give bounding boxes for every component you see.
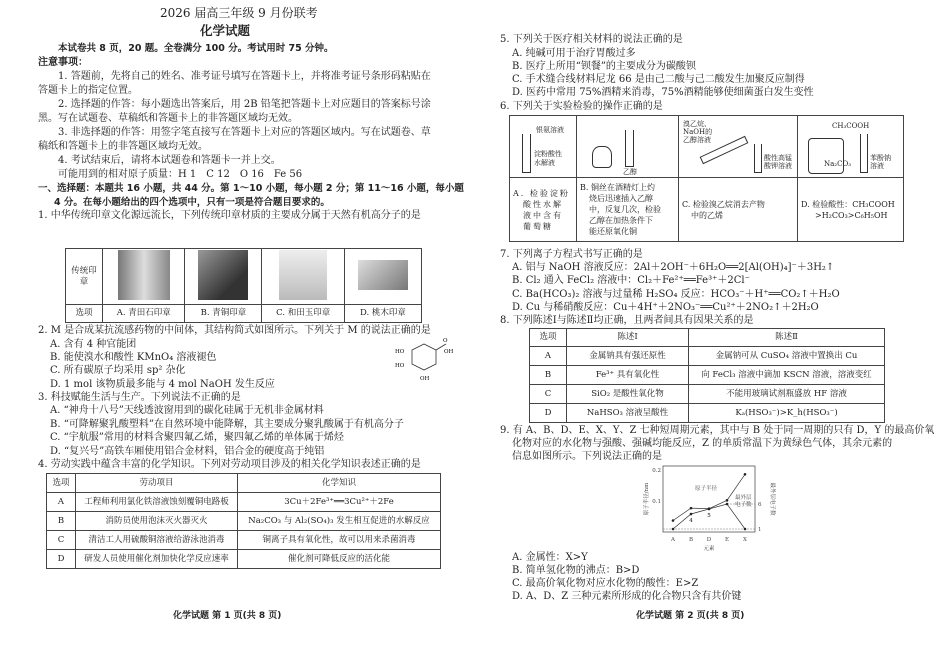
data-point xyxy=(690,507,693,510)
label: 酸钾溶液 xyxy=(764,162,792,170)
option-d: D. 检验酸性：CH₃COOH >H₂CO₃>C₆H₅OH xyxy=(798,178,904,242)
test-tube-icon xyxy=(625,130,634,167)
page-footer: 化学试题 第 1 页(共 8 页) xyxy=(173,611,282,621)
section-header: 4 分。在每小题给出的四个选项中，只有一项是符合题目要求的。 xyxy=(54,197,330,208)
table-row xyxy=(47,512,441,531)
q7-stem: 7. 下列离子方程式书写正确的是 xyxy=(500,249,643,260)
seal-image-c xyxy=(262,249,345,305)
apparatus-b xyxy=(577,116,679,178)
data-point xyxy=(672,528,675,531)
y-axis-label: 原子半径/nm xyxy=(644,482,650,516)
cell: Kₐ(HSO₃⁻)>K_h(HSO₃⁻) xyxy=(689,404,885,423)
row-label: 传统印章 xyxy=(66,249,103,305)
y2-tick-label: 1 xyxy=(758,527,762,533)
table-row xyxy=(530,347,885,366)
seal-image-b xyxy=(185,249,262,305)
cell: B xyxy=(530,366,567,385)
q7-option: C. Ba(HCO₃)₂ 溶液与过量稀 H₂SO₄ 反应：HCO₃⁻＋H⁺══CO₂↑＋H₂O xyxy=(512,289,840,300)
subject-title: 化学试题 xyxy=(200,23,251,38)
y2-tick-label: 6 xyxy=(758,502,762,508)
q9-stem: 化物对应的水化物与强酸、强碱均能反应，Z 的单质常温下为黄绿色气体，其余元素的 xyxy=(512,438,893,449)
cell: A xyxy=(530,347,567,366)
q9-option: A. 金属性：X>Y xyxy=(512,552,588,563)
exam-intro: 本试卷共 8 页，20 题。全卷满分 100 分。考试用时 75 分钟。 xyxy=(58,43,334,54)
option-d: D. 桃木印章 xyxy=(344,305,421,323)
cell: C xyxy=(47,531,76,550)
test-tube-icon xyxy=(860,134,868,173)
q7-option: A. 铝与 NaOH 溶液反应：2Al＋2OH⁻＋6H₂O══2[Al(OH)₄]⁻＋3H₂↑ xyxy=(512,262,835,273)
cell: 铜离子具有氧化性，故可以用来杀菌消毒 xyxy=(238,531,441,550)
annotation-label: 原子半径 xyxy=(695,486,718,492)
cell: B xyxy=(47,512,76,531)
atomic-masses: 可能用到的相对原子质量：H 1 C 12 O 16 Fe 56 xyxy=(58,169,303,180)
q9-option: B. 简单氢化物的沸点：B>D xyxy=(512,565,640,576)
o-label: O xyxy=(443,338,448,344)
q9-option: C. 最高价氧化物对应水化物的酸性：E>Z xyxy=(512,578,699,589)
apparatus-d xyxy=(798,116,904,178)
q5-option: D. 医药中常用 75%酒精来消毒，75%酒精能够使细菌蛋白发生变性 xyxy=(512,87,814,98)
label: 溴乙烷、 xyxy=(683,120,711,128)
cell: 金属钠具有强还原性 xyxy=(567,347,689,366)
header-cell: 化学知识 xyxy=(238,474,441,493)
ho-label: HO xyxy=(395,363,405,369)
notice-line: 黑。写在试题卷、草稿纸和答题卡上的非答题区域均无效。 xyxy=(38,113,298,124)
option-label: 选项 xyxy=(66,305,103,323)
table-row xyxy=(47,493,441,512)
option-b: B. 青铜印章 xyxy=(185,305,262,323)
cell: A xyxy=(47,493,76,512)
table-row xyxy=(530,404,885,423)
notice-line: 稿纸和答题卡上的非答题区域均无效。 xyxy=(38,141,208,152)
cell: NaHSO₃ 溶液呈酸性 xyxy=(567,404,689,423)
y2-axis-label: 最外层电子数 xyxy=(769,482,775,516)
label: 银氨溶液 xyxy=(536,126,564,134)
data-point xyxy=(744,473,747,476)
label: Na₂CO₃ xyxy=(824,160,852,168)
q7-option: D. Cu 与稀硝酸反应：Cu＋4H⁺＋2NO₃⁻══Cu²⁺＋2NO₂↑＋2H₂O xyxy=(512,302,819,313)
q9-stem: 信息如图所示。下列说法正确的是 xyxy=(512,451,662,462)
point-label: 5 xyxy=(707,513,711,519)
q2-option: B. 能使溴水和酸性 KMnO₄ 溶液褪色 xyxy=(50,352,217,363)
q3-option: A. “神舟十八号”天线透波窗用到的碳化硅属于无机非金属材料 xyxy=(50,405,324,416)
cell: C xyxy=(530,385,567,404)
notice-line: 1. 答题前，先将自己的姓名、准考证号填写在答题卡上，并将准考证号条形码粘贴在 xyxy=(58,71,431,82)
cell: 不能用玻璃试剂瓶盛放 HF 溶液 xyxy=(689,385,885,404)
header-cell: 选项 xyxy=(530,329,567,347)
cell: Fe³⁺ 具有氧化性 xyxy=(567,366,689,385)
q3-option: D. “复兴号”高铁车厢使用铝合金材料，铝合金的硬度高于纯铝 xyxy=(50,446,325,457)
q6-table xyxy=(509,115,904,242)
q1-stem: 1. 中华传统印章文化源远流长，下列传统印章材质的主要成分属于天然有机高分子的是 xyxy=(38,210,421,221)
data-point xyxy=(744,528,747,531)
header-cell: 陈述Ⅱ xyxy=(689,329,885,347)
header-cell: 选项 xyxy=(47,474,76,493)
q5-option: C. 手术缝合线材料尼龙 66 是由己二酸与己二酸发生加聚反应制得 xyxy=(512,74,805,85)
label: 水解液 xyxy=(534,159,555,167)
notice-line: 答题卡上的指定位置。 xyxy=(38,85,138,96)
q1-table xyxy=(65,248,422,323)
notice-heading: 注意事项： xyxy=(38,57,88,68)
q3-option: B. “可降解聚乳酸塑料”在自然环境中能降解，其主要成分聚乳酸属于有机高分子 xyxy=(50,419,404,430)
q5-stem: 5. 下列关于医疗相关材料的说法正确的是 xyxy=(500,34,683,45)
alcohol-lamp-icon xyxy=(592,146,612,168)
data-point xyxy=(672,519,675,522)
cell: SiO₂ 是酸性氧化物 xyxy=(567,385,689,404)
cell: 3Cu＋2Fe³⁺══3Cu²⁺＋2Fe xyxy=(238,493,441,512)
q2-option: D. 1 mol 该物质最多能与 4 mol NaOH 发生反应 xyxy=(50,379,275,390)
element-chart xyxy=(640,462,790,557)
test-tube-icon xyxy=(754,144,762,173)
q9-stem: 9. 有 A、B、D、E、X、Y、Z 七种短周期元素，其中与 B 处于同一周期的只有 D，Y 的最高价氧 xyxy=(500,425,935,436)
q2-option: C. 所有碳原子均采用 sp² 杂化 xyxy=(50,365,186,376)
data-point xyxy=(726,503,729,506)
option-a: A. 青田石印章 xyxy=(103,305,185,323)
label: CH₃COOH xyxy=(832,122,870,130)
data-point xyxy=(708,508,711,511)
test-tube-icon xyxy=(522,134,531,173)
header-cell: 陈述Ⅰ xyxy=(567,329,689,347)
cell: 研发人员使用催化剂加快化学反应速率 xyxy=(76,550,238,569)
q4-table xyxy=(46,473,441,569)
y-tick-label: 0.1 xyxy=(652,498,661,505)
q2-option: A. 含有 4 种官能团 xyxy=(50,339,137,350)
x-tick-label: D xyxy=(706,537,712,543)
label: 乙醇溶液 xyxy=(683,136,711,144)
annotation-label: 电子数 xyxy=(735,502,752,508)
label: 溶液 xyxy=(870,162,884,170)
label: 淀粉酸性 xyxy=(534,150,562,158)
oh-label: OH xyxy=(444,349,454,355)
option-c: C. 检验溴乙烷消去产物 中的乙烯 xyxy=(679,178,798,242)
page-footer: 化学试题 第 2 页(共 8 页) xyxy=(636,611,745,621)
q3-stem: 3. 科技赋能生活与生产。下列说法不正确的是 xyxy=(38,392,241,403)
table-row xyxy=(530,366,885,385)
molecule-structure xyxy=(390,338,454,388)
cell: D xyxy=(530,404,567,423)
cell: 清洁工人用硫酸铜溶液给游泳池消毒 xyxy=(76,531,238,550)
notice-line: 3. 非选择题的作答：用签字笔直接写在答题卡上对应的答题区域内。写在试题卷、草 xyxy=(58,127,431,138)
cell: 金属钠可从 CuSO₄ 溶液中置换出 Cu xyxy=(689,347,885,366)
q8-stem: 8. 下列陈述Ⅰ与陈述Ⅱ均正确，且两者间具有因果关系的是 xyxy=(500,315,754,326)
x-axis-label: 元素 xyxy=(703,546,715,552)
seal-image-d xyxy=(344,249,421,305)
x-tick-label: A xyxy=(671,537,675,543)
cell: 向 FeCl₃ 溶液中滴加 KSCN 溶液，溶液变红 xyxy=(689,366,885,385)
q2-stem: 2. M 是合成某抗流感药物的中间体，其结构简式如图所示。下列关于 M 的说法正确的是 xyxy=(38,325,431,336)
data-point xyxy=(690,513,693,516)
q3-option: C. “宇航服”常用的材料含聚四氟乙烯，聚四氟乙烯的单体属于烯烃 xyxy=(50,432,344,443)
ho-label: HO xyxy=(395,349,405,355)
cell: 催化剂可降低反应的活化能 xyxy=(238,550,441,569)
x-tick-label: B xyxy=(688,537,694,543)
q6-stem: 6. 下列关于实验检验的操作正确的是 xyxy=(500,101,663,112)
oh-label: OH xyxy=(420,376,430,382)
cell: D xyxy=(47,550,76,569)
q9-option: D. A、D、Z 三种元素所形成的化合物只含有共价键 xyxy=(512,591,742,602)
header-cell: 劳动项目 xyxy=(76,474,238,493)
annotation-label: 最外层 xyxy=(735,495,752,501)
point-label: 4 xyxy=(689,518,693,524)
option-c: C. 和田玉印章 xyxy=(262,305,345,323)
q4-stem: 4. 劳动实践中蕴含丰富的化学知识。下列对劳动项目涉及的相关化学知识表述正确的是 xyxy=(38,459,421,470)
q5-option: B. 医疗上所用“钡餐”的主要成分为碳酸钡 xyxy=(512,61,696,72)
data-point xyxy=(726,499,729,502)
label: NaOH的 xyxy=(683,128,713,136)
apparatus-c xyxy=(679,116,798,178)
q5-option: A. 纯碱可用于治疗胃酸过多 xyxy=(512,48,636,59)
cell: 消防员使用泡沫灭火器灭火 xyxy=(76,512,238,531)
q7-option: B. Cl₂ 通入 FeCl₂ 溶液中：Cl₂＋Fe²⁺══Fe³⁺＋2Cl⁻ xyxy=(512,275,750,286)
label: 乙醇 xyxy=(623,168,637,176)
cell: 工程师利用氯化铁溶液蚀刻覆铜电路板 xyxy=(76,493,238,512)
option-a: A. 检验淀粉 酸性水解 液中含有 葡萄糖 xyxy=(510,178,577,242)
y-tick-label: 0.2 xyxy=(652,467,661,474)
table-row xyxy=(47,531,441,550)
notice-line: 2. 选择题的作答：每小题选出答案后，用 2B 铅笔把答题卡上对应题目的答案标号涂 xyxy=(58,99,431,110)
q8-table xyxy=(529,328,885,423)
notice-line: 4. 考试结束后，请将本试题卷和答题卡一并上交。 xyxy=(58,155,281,166)
label: 苯酚钠 xyxy=(870,154,891,162)
section-header: 一、选择题：本题共 16 小题，共 44 分。第 1～10 小题，每小题 2 分；第 11～16 小题，每小题 xyxy=(38,183,464,194)
apparatus-a xyxy=(510,116,577,178)
exam-title: 2026 届高三年级 9 月份联考 xyxy=(160,6,318,20)
table-row xyxy=(47,550,441,569)
x-tick-label: X xyxy=(743,537,747,543)
option-b: B. 铜丝在酒精灯上灼 烧后迅速插入乙醇 中，反复几次，检验 乙醇在加热条件下 能还原氧化铜 xyxy=(577,178,679,242)
label: 酸性高锰 xyxy=(764,154,792,162)
table-row xyxy=(530,385,885,404)
seal-image-a xyxy=(103,249,185,305)
cell: Na₂CO₃ 与 Al₂(SO₄)₃ 发生相互促进的水解反应 xyxy=(238,512,441,531)
flask-icon xyxy=(808,138,844,174)
x-tick-label: E xyxy=(724,537,730,543)
